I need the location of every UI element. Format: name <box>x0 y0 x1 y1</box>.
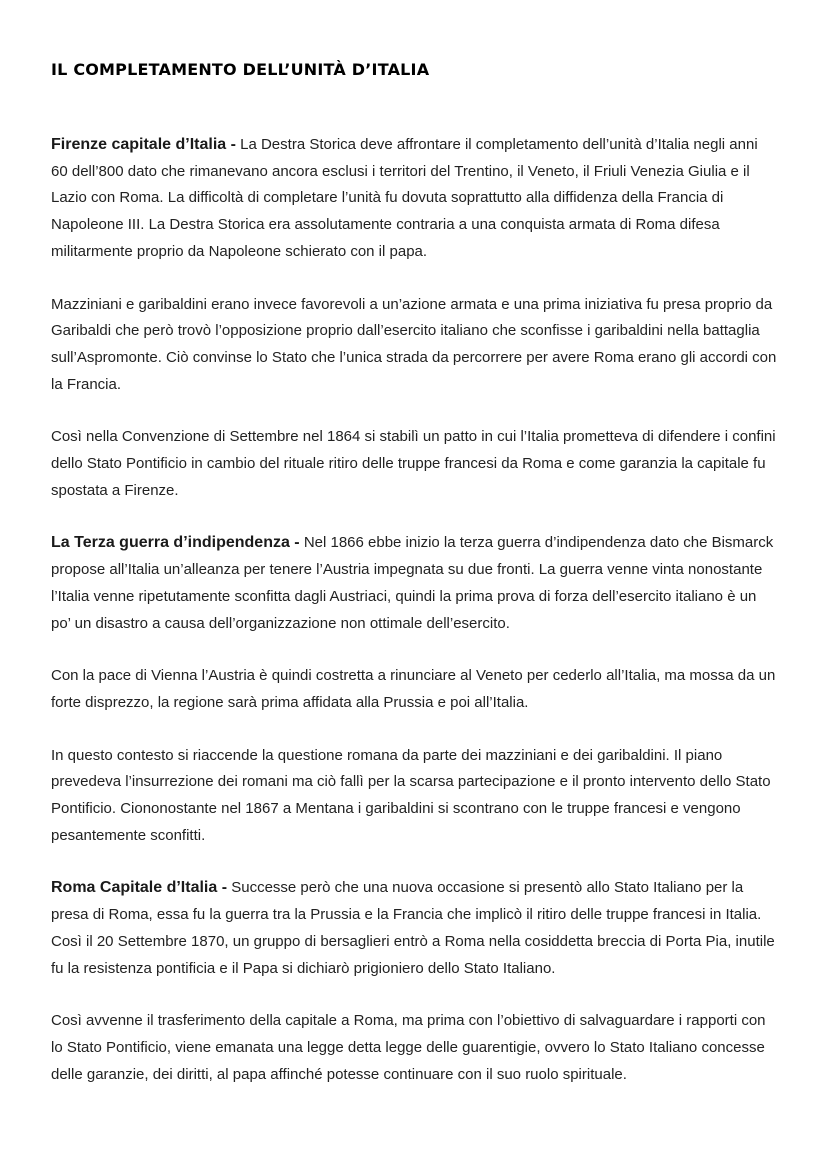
paragraph-text: Così nella Convenzione di Settembre nel 1864 si stabilì un patto in cui l’Italia prometteva di difendere i confini dello Stato Pontificio in cambio del rituale ritiro delle truppe francesi da Roma e come garanzia la capitale fu spostata a Firenze. <box>51 428 776 499</box>
document-body <box>51 132 777 1114</box>
document-title: IL COMPLETAMENTO DELL’UNITÀ D’ITALIA <box>51 60 430 79</box>
paragraph-text: Successe però che una nuova occasione si presentò allo Stato Italiano per la presa di Roma, essa fu la guerra tra la Prussia e la Francia che implicò il ritiro delle truppe francesi in Italia. Così il 20 Settembre 1870, un gruppo di bersaglieri entrò a Roma nella cosiddetta breccia di Porta Pia, inutile fu la resistenza pontificia e il Papa si dichiarò prigioniero dello Stato Italiano. <box>51 879 775 977</box>
section-firenze-paragraph-1 <box>51 132 777 266</box>
section-terza-guerra-paragraph-1 <box>51 530 777 637</box>
section-heading-terza-guerra: La Terza guerra d’indipendenza - <box>51 534 300 552</box>
paragraph-text: In questo contesto si riaccende la questione romana da parte dei mazziniani e dei garibaldini. Il piano prevedeva l’insurrezione dei romani ma ciò fallì per la scarsa partecipazione e il pronto intervento dello Stato Pontificio. Ciononostante nel 1867 a Mentana i garibaldini si scontrano con le truppe francesi e vengono pesantemente sconfitti. <box>51 746 771 844</box>
section-terza-guerra-paragraph-2 <box>51 663 777 716</box>
paragraph-text: Nel 1866 ebbe inizio la terza guerra d’indipendenza dato che Bismarck propose all’Italia un’alleanza per tenere l’Austria impegnata su due fronti. La guerra venne vinta nonostante l’Italia venne ripetutamente sconfitta dagli Austriaci, quindi la prima prova di forza dell’esercito italiano è un po’ un disastro a causa dell’organizzazione non ottimale dell’esercito. <box>51 534 774 632</box>
section-heading-roma: Roma Capitale d’Italia - <box>51 879 228 897</box>
paragraph-text: Così avvenne il trasferimento della capitale a Roma, ma prima con l’obiettivo di salvaguardare i rapporti con lo Stato Pontificio, viene emanata una legge detta legge delle guarentigie, ovvero lo Stato Italiano concesse delle garanzie, dei diritti, al papa affinché potesse continuare con il suo ruolo spirituale. <box>51 1012 766 1083</box>
section-firenze-paragraph-2 <box>51 292 777 399</box>
section-heading-firenze: Firenze capitale d’Italia - <box>51 136 236 153</box>
section-firenze-paragraph-3 <box>51 424 777 504</box>
section-roma-paragraph-1 <box>51 875 777 982</box>
paragraph-text: Mazziniani e garibaldini erano invece favorevoli a un’azione armata e una prima iniziativa fu presa proprio da Garibaldi che però trovò l’opposizione proprio dall’esercito italiano che sconfisse i garibaldini nella battaglia sull’Aspromonte. Ciò convinse lo Stato che l’unica strada da percorrere per avere Roma erano gli accordi con la Francia. <box>51 295 777 393</box>
section-terza-guerra-paragraph-3 <box>51 743 777 850</box>
section-roma-paragraph-2 <box>51 1008 777 1088</box>
paragraph-text: La Destra Storica deve affrontare il completamento dell’unità d’Italia negli anni 60 dell’800 dato che rimanevano ancora esclusi i territori del Trentino, il Veneto, il Friuli Venezia Giulia e il Lazio con Roma. La difficoltà di completare l’unità fu dovuta soprattutto alla diffidenza della Francia di Napoleone III. La Destra Storica era assolutamente contraria a una conquista armata di Roma difesa militarmente proprio da Napoleone schierato con il papa. <box>51 136 758 260</box>
paragraph-text: Con la pace di Vienna l’Austria è quindi costretta a rinunciare al Veneto per cederlo all’Italia, ma mossa da un forte disprezzo, la regione sarà prima affidata alla Prussia e poi all’Italia. <box>51 667 776 711</box>
